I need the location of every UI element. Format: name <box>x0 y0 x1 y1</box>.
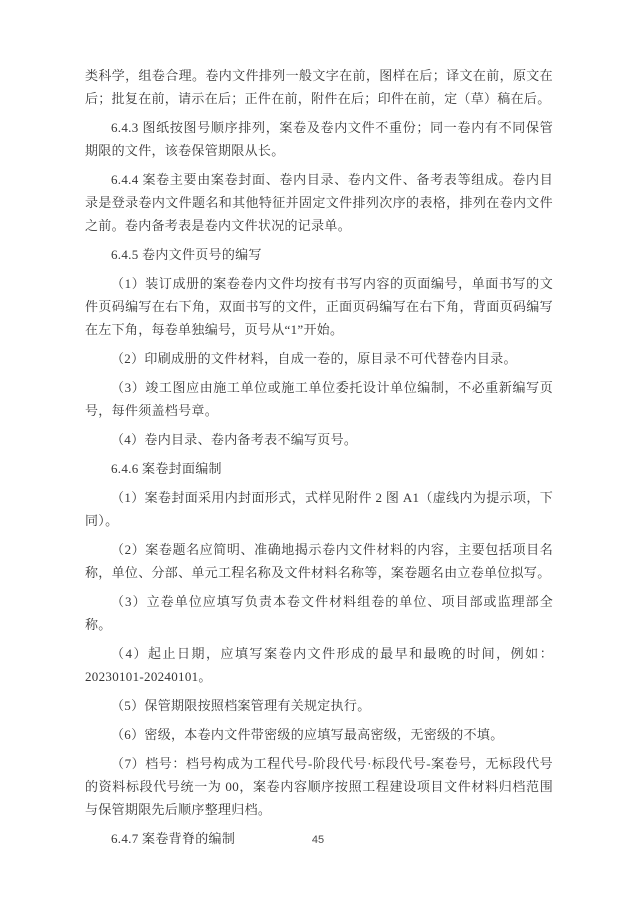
clause-6-4-6-item-3: （3）立卷单位应填写负责本卷文件材料组卷的单位、项目部或监理部全称。 <box>85 594 553 632</box>
clause-6-4-5-heading: 6.4.5 卷内文件页号的编写 <box>111 247 262 262</box>
clause-6-4-6-heading: 6.4.6 案卷封面编制 <box>111 461 222 476</box>
clause-6-4-3: 6.4.3 图纸按图号顺序排列，案卷及卷内文件不重份；同一卷内有不同保管期限的文件，该卷保管期限从长。 <box>85 120 553 158</box>
clause-6-4-5-item-1: （1）装订成册的案卷卷内文件均按有书写内容的页面编号，单面书写的文件页码编写在右下角，双面书写的文件，正面页码编写在右下角，背面页码编写在左下角，每卷单独编号，页号从“1”开始。 <box>85 276 553 337</box>
clause-6-4-6-item-1: （1）案卷封面采用内封面形式，式样见附件 2 图 A1（虚线内为提示项，下同）。 <box>85 490 553 528</box>
clause-6-4-5-item-4: （4）卷内目录、卷内备考表不编写页号。 <box>111 432 358 447</box>
clause-6-4-4: 6.4.4 案卷主要由案卷封面、卷内目录、卷内文件、备考表等组成。卷内目录是登录卷内文件题名和其他特征并固定文件排列次序的表格，排列在卷内文件之前。卷内备考表是卷内文件状况的记录单。 <box>85 172 553 233</box>
document-body <box>85 64 553 856</box>
clause-6-4-6-item-7: （7）档号：档号构成为工程代号-阶段代号·标段代号-案卷号，无标段代号的资料标段代号统一为 00，案卷内容顺序按照工程建设项目文件材料归档范围与保管期限先后顺序整理归档。 <box>85 756 553 817</box>
clause-6-4-7-heading: 6.4.7 案卷背脊的编制 <box>111 831 236 846</box>
clause-6-4-5-item-2: （2）印刷成册的文件材料，自成一卷的，原目录不可代替卷内目录。 <box>111 351 517 366</box>
clause-6-4-6-item-4: （4）起止日期，应填写案卷内文件形成的最早和最晚的时间，例如：20230101-20240101。 <box>85 646 553 684</box>
clause-6-4-6-item-2: （2）案卷题名应简明、准确地揭示卷内文件材料的内容，主要包括项目名称，单位、分部、单元工程名称及文件材料名称等，案卷题名由立卷单位拟写。 <box>85 542 553 580</box>
clause-6-4-5-item-3: （3）竣工图应由施工单位或施工单位委托设计单位编制，不必重新编写页号，每件须盖档号章。 <box>85 380 553 418</box>
paragraph-continuation: 类科学，组卷合理。卷内文件排列一般文字在前，图样在后；译文在前，原文在后；批复在前，请示在后；正件在前，附件在后；印件在前，定（草）稿在后。 <box>85 68 553 106</box>
clause-6-4-6-item-5: （5）保管期限按照档案管理有关规定执行。 <box>111 698 371 713</box>
page-number: 45 <box>311 834 325 846</box>
clause-6-4-6-item-6: （6）密级，本卷内文件带密级的应填写最高密级，无密级的不填。 <box>111 727 504 742</box>
